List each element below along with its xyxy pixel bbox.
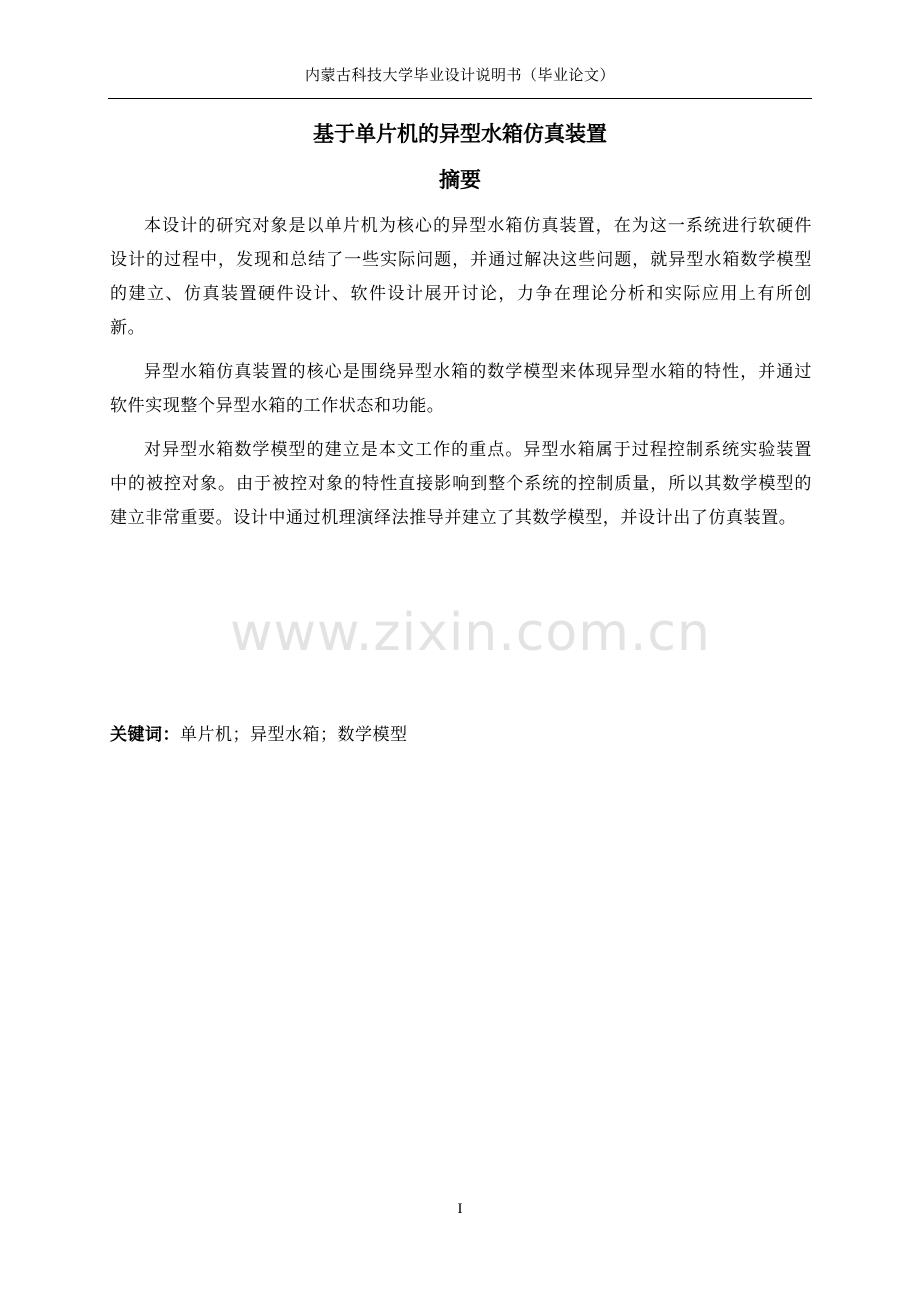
abstract-paragraph: 本设计的研究对象是以单片机为核心的异型水箱仿真装置，在为这一系统进行软硬件设计的过程中，发现和总结了一些实际问题，并通过解决这些问题，就异型水箱数学模型的建立、仿真装置硬件设计、软件设计展开讨论，力争在理论分析和实际应用上有所创新。 — [110, 216, 812, 338]
header-divider — [108, 98, 812, 99]
running-header: 内蒙古科技大学毕业设计说明书（毕业论文） — [304, 66, 615, 84]
page-number: I — [457, 1201, 463, 1217]
abstract-heading: 摘要 — [439, 168, 481, 192]
keywords-label: 关键词： — [110, 725, 180, 745]
keywords-value: 单片机；异型水箱；数学模型 — [180, 725, 408, 745]
document-title: 基于单片机的异型水箱仿真装置 — [313, 122, 607, 146]
watermark: www.zixin.com.cn — [230, 603, 711, 663]
abstract-paragraph: 异型水箱仿真装置的核心是围绕异型水箱的数学模型来体现异型水箱的特性，并通过软件实现整个异型水箱的工作状态和功能。 — [110, 362, 812, 416]
abstract-paragraph: 对异型水箱数学模型的建立是本文工作的重点。异型水箱属于过程控制系统实验装置中的被控对象。由于被控对象的特性直接影响到整个系统的控制质量，所以其数学模型的建立非常重要。设计中通过机理演绎法推导并建立了其数学模型，并设计出了仿真装置。 — [110, 440, 812, 528]
abstract-body — [110, 209, 812, 535]
keywords-line — [110, 720, 812, 750]
